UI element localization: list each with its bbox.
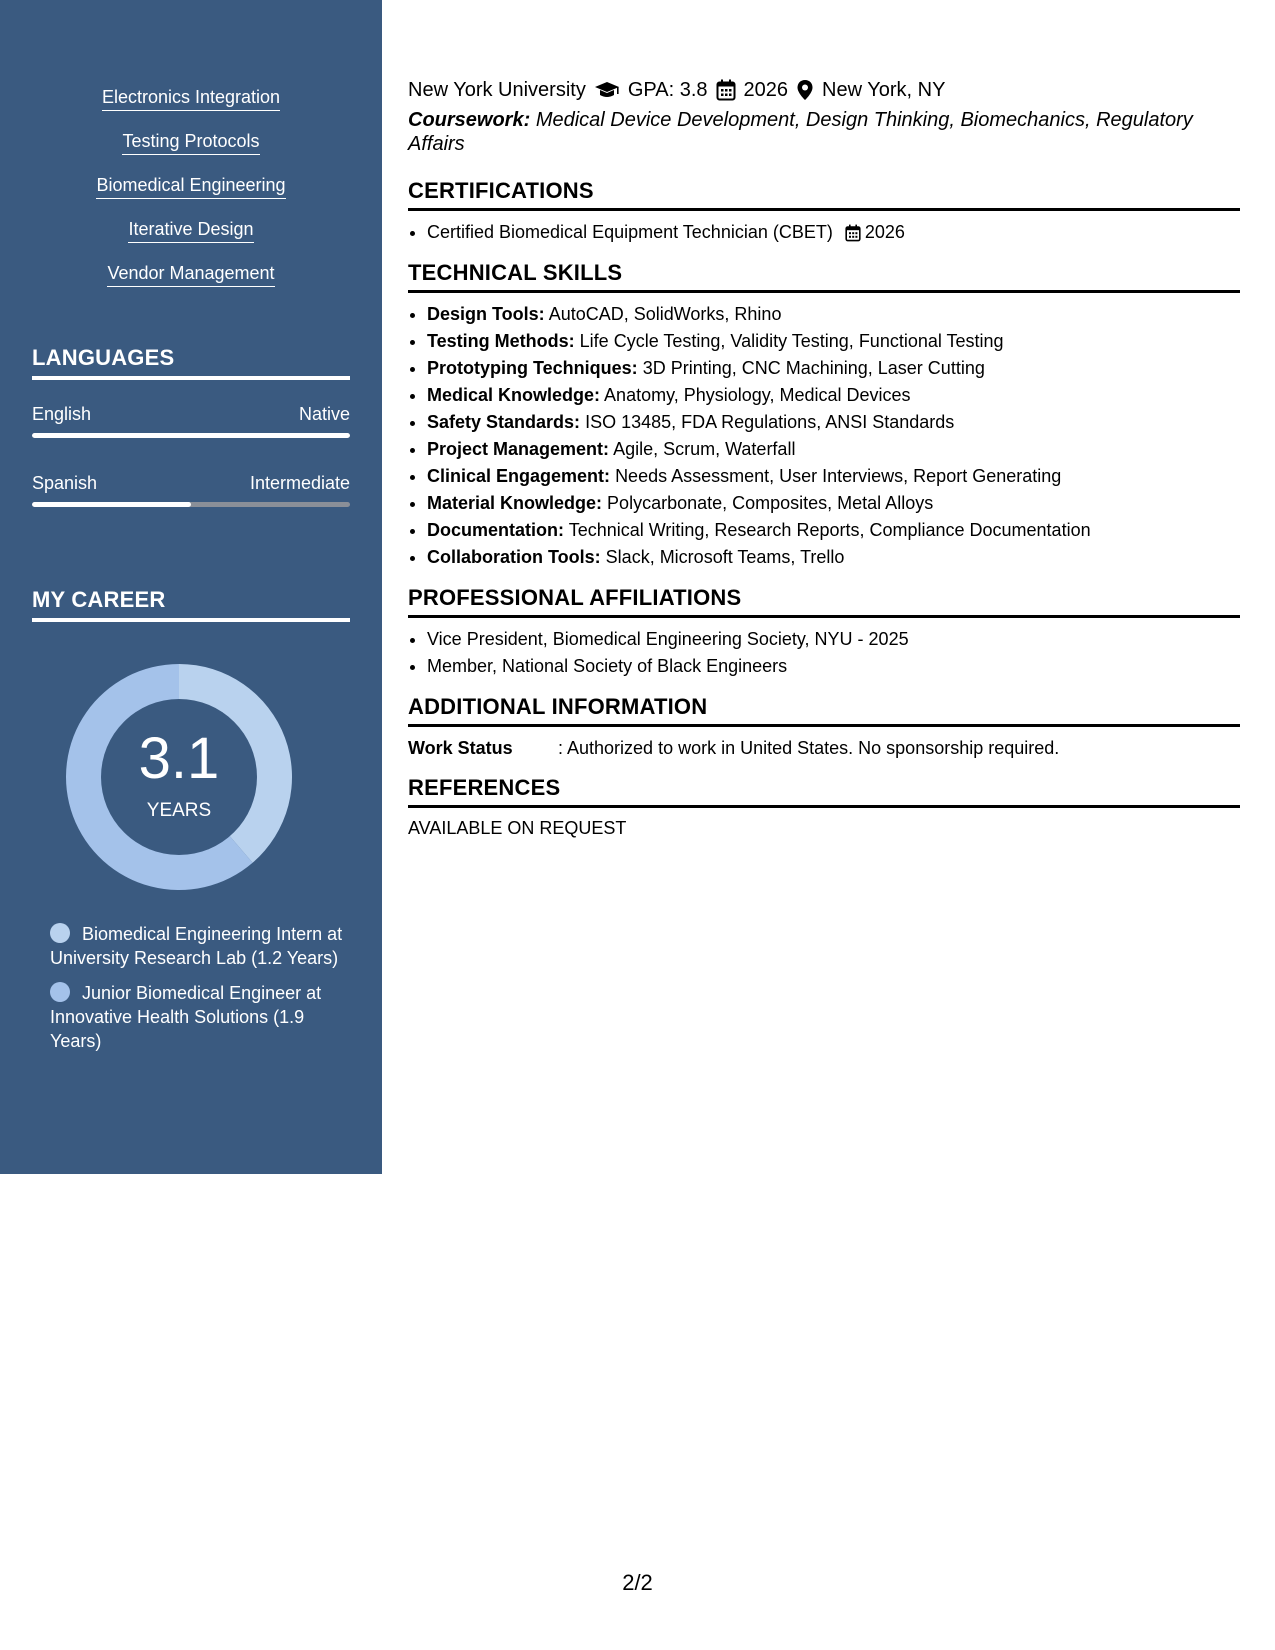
skill-label: Prototyping Techniques: [427,358,638,378]
coursework-label: Coursework: [408,109,531,131]
certification-name: • Certified Biomedical Equipment Technician (CBET) [427,222,833,242]
skill-label: Material Knowledge: [427,493,603,513]
career-item [50,981,350,1053]
list-item [427,219,1240,246]
affiliations-list [408,626,1240,680]
language-row [32,472,350,494]
skill-value: AutoCAD, SolidWorks, Rhino [548,304,782,324]
location-pin-icon [796,79,814,101]
career-donut-chart [66,664,292,890]
skill-tag: Electronics Integration [102,86,280,111]
skills-list [0,86,382,306]
career-total-value: 3.1 [138,726,220,791]
skill-value: Life Cycle Testing, Validity Testing, Functional Testing [579,331,1004,351]
skill-label: Clinical Engagement: [427,466,611,486]
certification-year: 2026 [864,222,905,242]
skill-value: ISO 13485, FDA Regulations, ANSI Standards [585,412,955,432]
list-item [427,463,1240,490]
skill-label: Testing Methods: [427,331,575,351]
list-item [427,544,1240,571]
skill-label: Collaboration Tools: [427,547,601,567]
skill-value: Slack, Microsoft Teams, Trello [605,547,845,567]
language-level: Native [298,404,350,424]
language-name: Spanish [32,473,98,493]
calendar-icon [716,79,736,101]
coursework-list: Medical Device Development, Design Thinking, Biomechanics, Regulatory Affairs [408,109,1193,155]
career-dot-icon [50,982,70,1002]
graduation-year: 2026 [743,79,789,101]
list-item [427,490,1240,517]
language-bar-fill [32,502,191,507]
calendar-icon [845,224,861,242]
skill-label: Safety Standards: [427,412,581,432]
technical-skills-list [408,301,1240,571]
skill-tag: Biomedical Engineering [96,174,285,199]
skill-label: Design Tools: [427,304,545,324]
skill-tag: Testing Protocols [122,130,259,155]
career-dot-icon [50,923,70,943]
list-item [427,301,1240,328]
school-name: New York University [408,79,586,101]
certifications-heading: CERTIFICATIONS [408,178,1240,211]
language-row [32,403,350,425]
additional-info-heading: ADDITIONAL INFORMATION [408,694,1240,727]
sidebar [0,0,382,1174]
skill-value: Agile, Scrum, Waterfall [613,439,796,459]
career-item [50,922,350,970]
career-list [50,922,350,1064]
skill-label: Project Management: [427,439,610,459]
list-item [427,382,1240,409]
graduation-cap-icon [594,80,620,100]
list-item [427,436,1240,463]
skill-value: Anatomy, Physiology, Medical Devices [604,385,911,405]
skill-value: Needs Assessment, User Interviews, Report Generating [615,466,1062,486]
references-heading: REFERENCES [408,775,1240,808]
career-heading: MY CAREER [32,587,350,622]
references-text: AVAILABLE ON REQUEST [408,818,627,838]
skill-value: Polycarbonate, Composites, Metal Alloys [607,493,934,513]
main-content [408,76,1240,839]
list-item [427,328,1240,355]
gpa: GPA: 3.8 [627,79,708,101]
list-item [427,355,1240,382]
page-number: 2/2 [622,1570,653,1595]
language-bar-fill [32,433,350,438]
list-item: • Vice President, Biomedical Engineering Society, NYU - 2025 [427,626,1240,653]
work-status-row [408,735,1240,761]
certifications-list [408,219,1240,246]
skill-tag: Vendor Management [107,262,274,287]
list-item [427,517,1240,544]
skill-label: Documentation: [427,520,564,540]
language-bar [32,433,350,438]
work-status-value: : Authorized to work in United States. No sponsorship required. [558,738,1060,758]
technical-skills-heading: TECHNICAL SKILLS [408,260,1240,293]
skill-tag: Iterative Design [128,218,253,243]
language-bar [32,502,350,507]
language-level: Intermediate [249,473,350,493]
language-name: English [32,404,92,424]
list-item: • Member, National Society of Black Engineers [427,653,1240,680]
coursework [408,108,1240,156]
affiliations-heading: PROFESSIONAL AFFILIATIONS [408,585,1240,618]
education-line [408,76,1240,104]
work-status-label: Work Status [408,738,513,758]
career-total-unit: YEARS [146,800,212,821]
skill-value: Technical Writing, Research Reports, Compliance Documentation [568,520,1091,540]
skill-label: Medical Knowledge: [427,385,601,405]
career-item-text: Biomedical Engineering Intern at University Research Lab (1.2 Years) [50,924,343,968]
skill-value: 3D Printing, CNC Machining, Laser Cutting [642,358,985,378]
career-item-text: Junior Biomedical Engineer at Innovative Health Solutions (1.9 Years) [50,983,322,1051]
education-location: New York, NY [822,79,946,101]
languages-heading: LANGUAGES [32,345,350,380]
list-item [427,409,1240,436]
